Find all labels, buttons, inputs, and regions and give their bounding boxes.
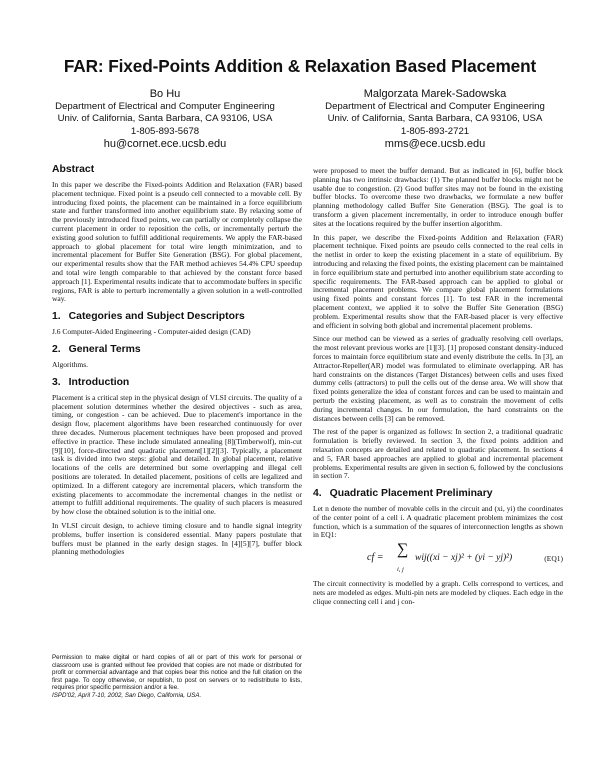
author-email: hu@cornet.ece.ucsb.edu <box>103 138 227 151</box>
section-1-text: J.6 Computer-Aided Engineering - Computer-aided design (CAD) <box>52 327 251 337</box>
section-2-text: Algorithms. <box>52 359 89 369</box>
summation-index: i, j <box>397 566 404 574</box>
section-title: General Terms <box>68 343 141 355</box>
equation-lhs: cf = <box>367 552 384 564</box>
author-name: Malgorzata Marek-Sadowska <box>363 88 507 100</box>
section-title: Introduction <box>68 376 130 388</box>
right-paragraph-3: Since our method can be viewed as a series of gradually resolving cell overlaps, the most relevant previous works are [1][3]. [1] proposed constant density-induced forces to maintain force equilibrium state and evenly distribute the cells. In [3], an Attractor-Repeller(AR) model was formulated to eliminate overlapping. AR has hard constraints on the distances (Target Distances) between cells and uses fixed dummy cells (attractors) to pull the cells out of the dense area. We will show that fixed points generalize the idea of constant forces and can be used to maintain and perturb the existing placement, as well as to constrain the movement of cells during incremental changes. In our formulation, the hard constraints on the distances between cells [3] can be removed. <box>313 334 563 423</box>
author-department: Department of Electrical and Computer Engineering <box>325 101 545 112</box>
right-paragraph-4: The rest of the paper is organized as follows: In section 2, a traditional quadratic formulation is briefly reviewed. In section 3, the fixed points addition and relaxation concepts are detailed and related to quadratic placement. In sections 4 and 5, FAR based approaches are applied to global and incremental placement problems. Experimental results are given in section 6, followed by the conclusions in section 7. <box>313 427 563 481</box>
section-heading-4 <box>313 488 563 500</box>
author-department: Department of Electrical and Computer Engineering <box>55 101 275 112</box>
section-heading-2 <box>52 344 302 356</box>
abstract-text: In this paper we describe the Fixed-points Addition and Relaxation (FAR) based placement technique. Fixed point is a pseudo cell connected to a movable cell. By introducing fixed points, the placement can be maintained in a force equilibrium state and further transformed into another equilibrium state. By relaxing some of the previously introduced fixed points, we can partially or completely collapse the current placement in order to reposition the cells, or incrementally perturb the existing good solution to fulfill additional requirements. We apply the FAR-based approach to global placement for total wire length minimization, and to incremental placement for Buffer Site Generation (BSG). For global placement, our experimental results show that the FAR method achieves 54.4% CPU speedup and total wire length comparable to that achieved by the constant force based approach [1]. Experimental results indicate that to accommodate buffers in specific regions, FAR is able to perturb incrementally a given solution in a well-controlled way. <box>52 180 302 304</box>
author-phone: 1-805-893-2721 <box>400 125 470 137</box>
author-block-1 <box>40 88 290 151</box>
conference-venue: ISPD'02, April 7-10, 2002, San Diego, California, USA. <box>52 691 202 699</box>
section-title: Categories and Subject Descriptors <box>68 311 245 323</box>
section-number: 3. <box>52 376 61 388</box>
permission-notice: Permission to make digital or hard copies of all or part of this work for personal or classroom use is granted without fee provided that copies are not made or distributed for profit or commercial advantage and that copies bear this notice and the full citation on the first page. To copy otherwise, or republish, to post on servers or to redistribute to lists, requires prior specific permission and/or a fee. <box>52 654 302 692</box>
left-column <box>52 164 302 562</box>
abstract-heading: Abstract <box>52 164 95 175</box>
right-paragraph-2: In this paper, we describe the Fixed-points Addition and Relaxation (FAR) placement technique. Fixed points are pseudo cells connected to the real cells in the netlist in order to keep the existing placement in a state of equilibrium. By introducing and relaxing the fixed points, the existing placement can be maintained in force equilibrium state and perturbed into another equilibrium state according to specific requirements. The FAR-based approach can be applied to global or incremental placement problems. We compare global placement formulations using fixed points and constant forces [1]. To test FAR in the incremental placement context, we applied it to solve the Buffer Site Generation (BSG) problem. Experimental results show that the FAR-based placer is very effective and efficient in solving both global and incremental placement problems. <box>313 232 563 330</box>
section-4-paragraph-2: The circuit connectivity is modelled by a graph. Cells correspond to vertices, and nets are modeled as edges. Multi-pin nets are modeled by cliques. Each edge in the clique connecting cell i and j con- <box>313 579 563 606</box>
author-university: Univ. of California, Santa Barbara, CA 93106, USA <box>327 113 543 125</box>
author-university: Univ. of California, Santa Barbara, CA 93106, USA <box>57 113 273 125</box>
author-name: Bo Hu <box>149 88 181 100</box>
section-number: 2. <box>52 343 61 355</box>
equation-label: (EQ1) <box>544 554 563 564</box>
equation-rhs: wij((xi − xj)² + (yi − yj)²) <box>415 553 513 564</box>
section-heading-1 <box>52 311 302 323</box>
summation-symbol: ∑ <box>397 541 409 559</box>
right-paragraph-1: were proposed to meet the buffer demand. But as indicated in [6], buffer block planning has two intrinsic drawbacks: (1) The planned buffer blocks might not be usable due to congestion. (2) Good buffer sites may not be found in the existing buffer blocks. To overcome these two drawbacks, we formulate a new buffer planning methodology called Buffer Site Generation (BSG). The goal is to transform a given placement incrementally, in order to introduce enough buffer sites at the locations required by the buffer insertion algorithm. <box>313 166 563 228</box>
introduction-paragraph-1: Placement is a critical step in the physical design of VLSI circuits. The quality of a placement solution determines whether the desired objectives - such as area, timing, or congestion - can be achieved. Due to placement's importance in the design flow, placement algorithms have been researched continuously for over three decades. Numerous placement techniques have been proposed and proved effective in practice. These include simulated annealing [8](Timberwolf), min-cut [9][10], force-directed and quadratic placement[1][2][3]. Typically, a placement task is divided into two steps: global and detailed. In global placement, relative locations of the cells are determined but some overlapping and illegal cell positions are tolerated. In detailed placement, positions of cells are legalized and optimized. In a different category are incremental placers, which transform the existing placements to accommodate the incremental changes in the netlist or attempt to fulfill additional requirements. The quality of such placers is measured by how close the obtained solution is to the initial one. <box>52 392 302 517</box>
introduction-paragraph-2: In VLSI circuit design, to achieve timing closure and to handle signal integrity problems, buffer insertion is considered essential. Many papers postulate that buffers must be planned in the early design stages. In [4][5][7], buffer block planning methodologies <box>52 520 302 557</box>
section-heading-3 <box>52 377 302 389</box>
right-column <box>313 167 563 612</box>
section-4-paragraph-1: Let n denote the number of movable cells in the circuit and (xi, yi) the coordinates of the center point of a cell i. A quadratic placement problem minimizes the cost function, which is a summation of the squares of interconnection lengths as shown in EQ1: <box>313 504 563 540</box>
section-number: 4. <box>313 488 322 500</box>
section-title: Quadratic Placement Preliminary <box>329 488 493 500</box>
section-number: 1. <box>52 311 61 323</box>
copyright-footnote <box>52 654 302 700</box>
author-phone: 1-805-893-5678 <box>130 125 200 137</box>
author-email: mms@ece.ucsb.edu <box>384 138 486 151</box>
paper-title: FAR: Fixed-Points Addition & Relaxation Based Placement <box>63 56 537 76</box>
author-block-2 <box>305 88 565 151</box>
equation-eq1 <box>313 541 563 576</box>
